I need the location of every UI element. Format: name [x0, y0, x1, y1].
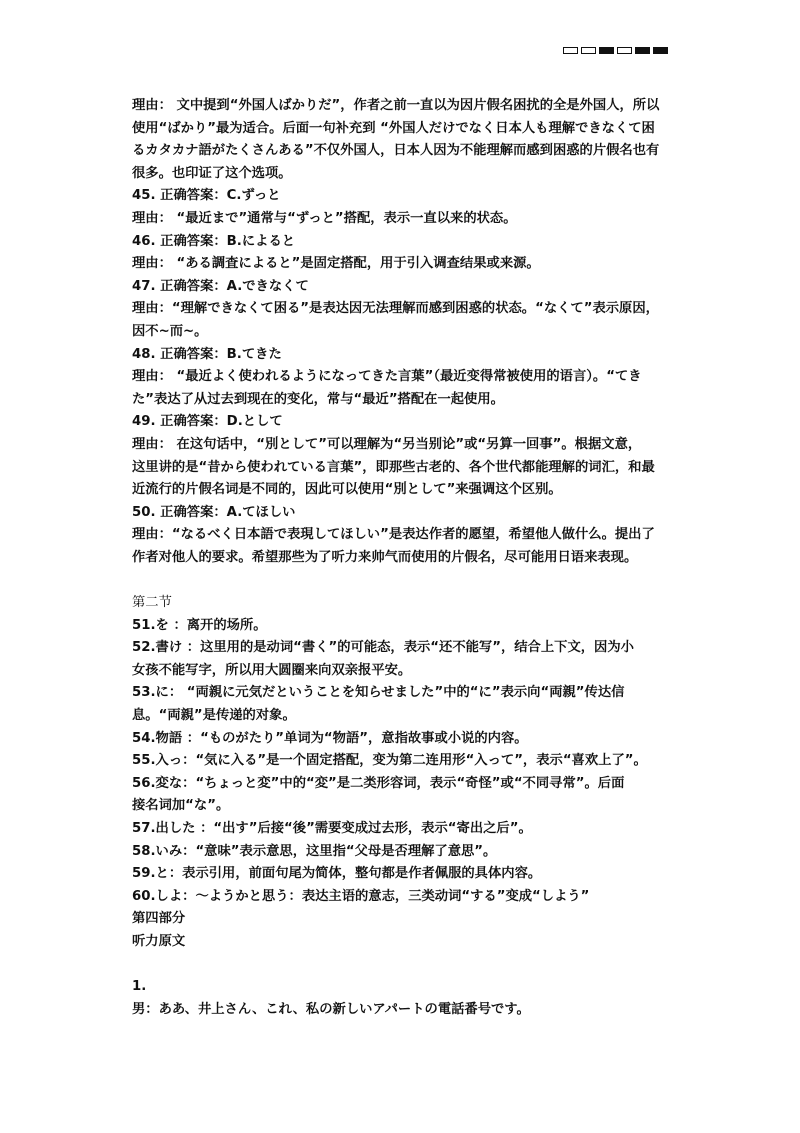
header-mark [635, 47, 650, 54]
text-line: 理由： “最近まで”通常与“ずっと”搭配，表示一直以来的状态。 [132, 210, 517, 226]
text-line: た”表达了从过去到现在的变化，常与“最近”搭配在一起使用。 [132, 391, 504, 407]
text-line: 49. 正确答案：D.として [132, 414, 283, 430]
header-mark [581, 47, 596, 54]
text-line: 56.変な：“ちょっと変”中的“変”是二类形容词，表示“奇怪”或“不同寻常”。后面 [132, 775, 625, 791]
text-line: 女孩不能写字，所以用大圆圈来向双亲报平安。 [132, 662, 412, 678]
text-line: 接名词加“な”。 [132, 798, 230, 814]
text-line: 57.出した ：“出す”后接“後”需要变成过去形，表示“寄出之后”。 [132, 821, 532, 836]
text-line: 53.に： “両親に元気だということを知らせました”中的“に”表示向“両親”传达信 [132, 685, 625, 701]
header-marks [563, 47, 668, 54]
text-line: 理由： “最近よく使われるようになってきた言葉”（最近变得常被使用的语言）。“てき [132, 369, 642, 385]
blank-line [132, 954, 672, 977]
text-line: 理由：“なるべく日本語で表現してほしい”是表达作者的愿望，希望他人做什么。提出了 [132, 527, 655, 543]
text-line: 47. 正确答案：A.できなくて [132, 278, 309, 294]
text-line: 很多。也印证了这个选项。 [132, 165, 292, 181]
text-line: 作者对他人的要求。希望那些为了听力来帅气而使用的片假名，尽可能用日语来表现。 [132, 549, 638, 565]
header-mark [617, 47, 632, 54]
header-mark [653, 47, 668, 54]
text-line: 理由： 文中提到“外国人ばかりだ”，作者之前一直以为因片假名困扰的全是外国人，所以 [132, 98, 660, 113]
blank-line [132, 569, 672, 592]
text-line: 50. 正确答案：A.てほしい [132, 504, 296, 520]
text-line: 听力原文 [132, 933, 186, 949]
text-line: 男：ああ、井上さん、これ、私の新しいアパートの電話番号です。 [132, 1001, 530, 1017]
text-line: 第二节 [132, 595, 172, 611]
text-line: 近流行的片假名词是不同的，因此可以使用“別として”来强调这个区别。 [132, 482, 562, 498]
text-line: 60.しよ：～ようかと思う：表达主语的意志，三类动词“する”变成“しよう” [132, 888, 590, 904]
document-body [132, 95, 672, 1021]
text-line: 58.いみ：“意味”表示意思，这里指“父母是否理解了意思”。 [132, 843, 497, 859]
text-line: 第四部分 [132, 911, 186, 927]
text-line: 1. [132, 979, 147, 995]
text-line: 这里讲的是“昔から使われている言葉”，即那些古老的、各个世代都能理解的词汇，和最 [132, 459, 655, 475]
text-line: 使用“ばかり”最为适合。后面一句补充到 “外国人だけでなく日本人も理解できなくて困 [132, 120, 655, 136]
header-mark [563, 47, 578, 54]
text-line: るカタカナ語がたくさんある”不仅外国人，日本人因为不能理解而感到困惑的片假名也有 [132, 143, 660, 159]
text-line: 因不~而~。 [132, 323, 208, 339]
text-line: 55.入っ：“気に入る”是一个固定搭配，变为第二连用形“入って”，表示“喜欢上了”。 [132, 753, 647, 769]
text-line: 52.書け ：这里用的是动词“書く”的可能态，表示“还不能写”，结合上下文，因为小 [132, 640, 634, 656]
text-line: 理由： “ある調査によると”是固定搭配，用于引入调查结果或来源。 [132, 256, 540, 272]
text-line: 51.を ：离开的场所。 [132, 617, 267, 633]
header-mark [599, 47, 614, 54]
text-line: 理由： 在这句话中，“別として”可以理解为“另当别论”或“另算一回事”。根据文意， [132, 436, 642, 452]
text-line: 45. 正确答案：C.ずっと [132, 188, 281, 204]
text-line: 59.と：表示引用，前面句尾为简体，整句都是作者佩服的具体内容。 [132, 866, 542, 882]
text-line: 理由：“理解できなくて困る”是表达因无法理解而感到困惑的状态。“なくて”表示原因， [132, 301, 659, 317]
text-line: 54.物語 ：“ものがたり”单词为“物語”，意指故事或小说的内容。 [132, 730, 528, 746]
text-line: 息。“両親”是传递的对象。 [132, 708, 296, 724]
text-line: 46. 正确答案：B.によると [132, 233, 296, 249]
text-line: 48. 正确答案：B.てきた [132, 346, 282, 362]
